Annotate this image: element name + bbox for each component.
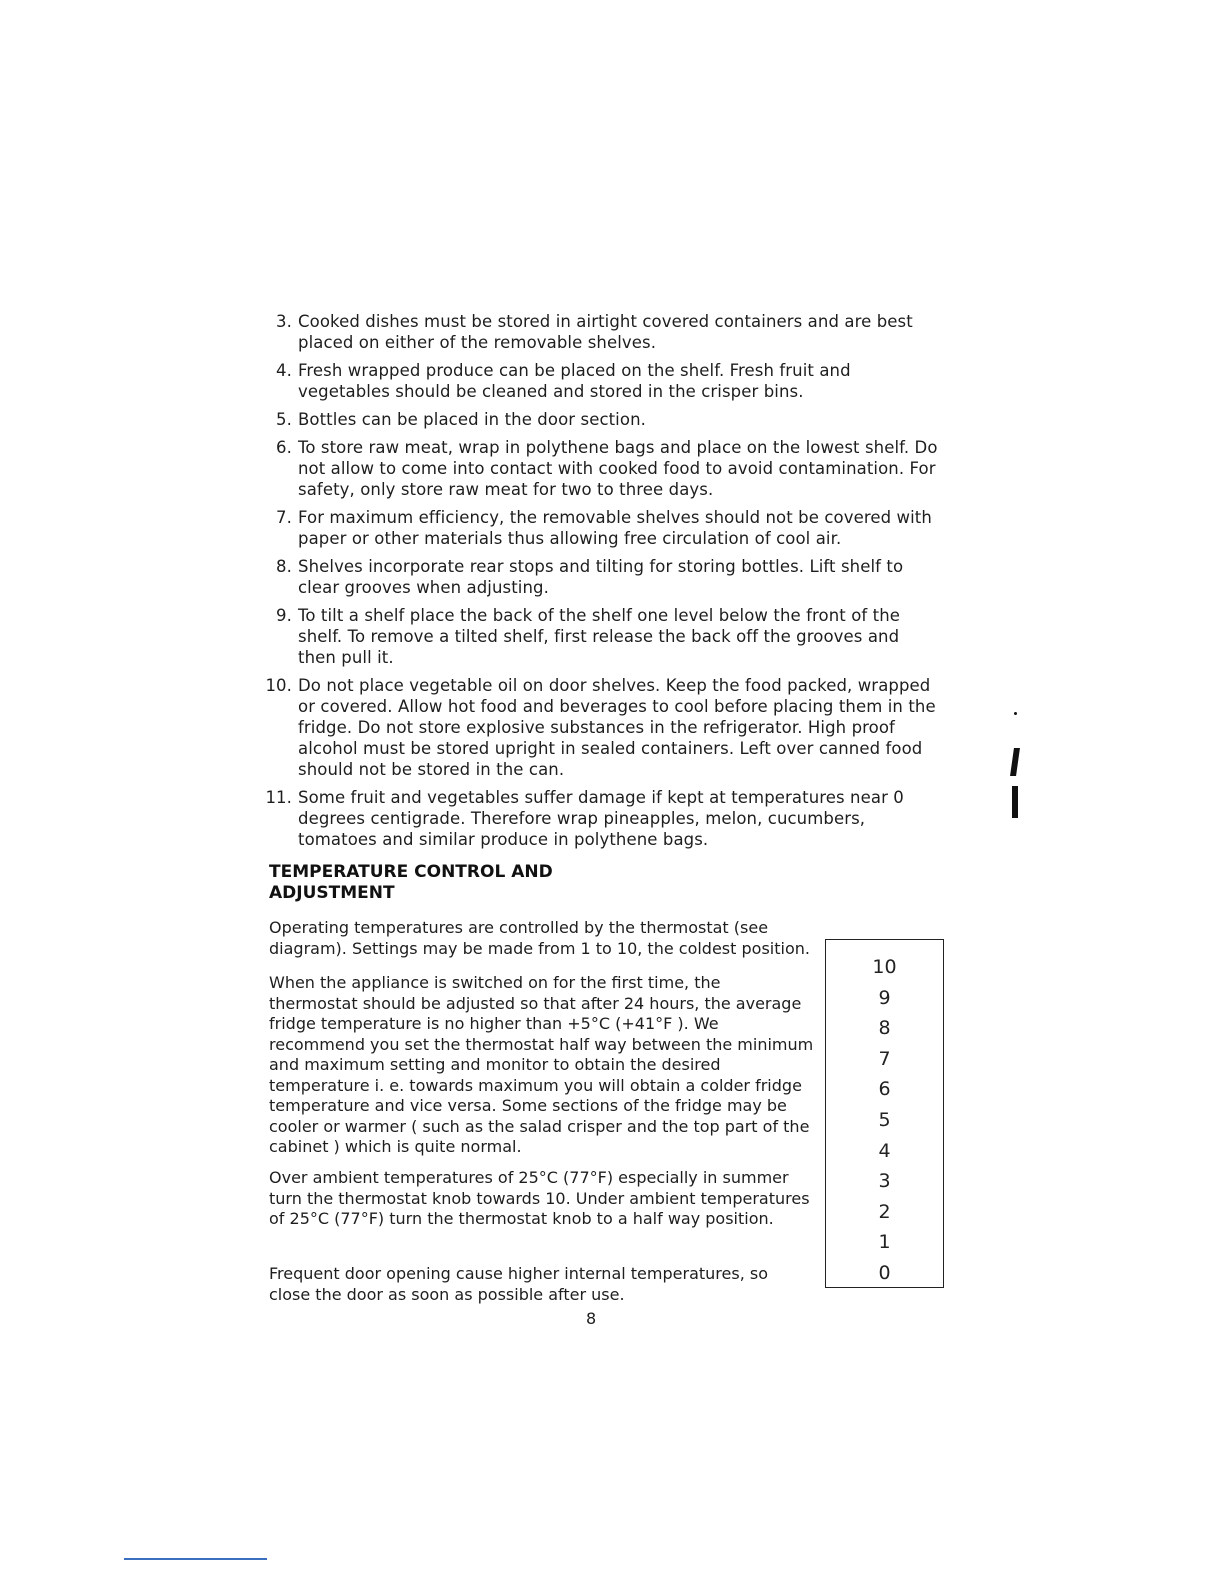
dial-setting: 2 <box>878 1200 891 1223</box>
item-number: 5. <box>276 410 292 429</box>
list-item <box>258 311 938 353</box>
dial-setting: 7 <box>878 1047 891 1070</box>
list-item <box>258 409 938 430</box>
thermostat-diagram <box>825 939 944 1288</box>
footer-rule <box>124 1558 267 1560</box>
heading-line-1: TEMPERATURE CONTROL AND <box>269 862 553 882</box>
scan-mark <box>1012 786 1018 818</box>
dial-setting: 8 <box>878 1017 891 1040</box>
paragraph-door-opening: Frequent door opening cause higher internal temperatures, so close the door as soon as possible after use. <box>269 1264 768 1304</box>
item-number: 6. <box>276 438 292 457</box>
dial-setting: 6 <box>878 1078 891 1101</box>
item-number: 4. <box>276 361 292 380</box>
item-number: 7. <box>276 508 292 527</box>
dial-setting: 10 <box>872 956 897 978</box>
list-item <box>258 507 938 549</box>
item-text: Some fruit and vegetables suffer damage if kept at temperatures near 0 degrees centigrade. Therefore wrap pineapples, melon, cucumbers, tomatoes and similar produce in polythene bags. <box>298 788 904 849</box>
scan-mark <box>1010 748 1020 776</box>
list-item <box>258 605 938 668</box>
item-text: Bottles can be placed in the door section. <box>298 410 646 429</box>
item-text: To store raw meat, wrap in polythene bags and place on the lowest shelf. Do not allow to come into contact with cooked food to avoid contamination. For safety, only store raw meat for two to three days. <box>298 438 938 499</box>
heading-line-2: ADJUSTMENT <box>269 883 395 903</box>
list-item <box>258 675 938 780</box>
item-text: Cooked dishes must be stored in airtight covered containers and are best placed on either of the removable shelves. <box>298 312 913 352</box>
dial-setting: 9 <box>878 986 891 1009</box>
list-item <box>258 556 938 598</box>
item-text: To tilt a shelf place the back of the shelf one level below the front of the shelf. To remove a tilted shelf, first release the back off the grooves and then pull it. <box>298 606 901 667</box>
item-text: For maximum efficiency, the removable shelves should not be covered with paper or other materials thus allowing free circulation of cool air. <box>298 508 932 548</box>
dial-setting: 3 <box>878 1170 891 1193</box>
item-number: 10. <box>265 676 292 695</box>
paragraph-first-use: When the appliance is switched on for the first time, the thermostat should be adjusted so that after 24 hours, the average fridge temperature is no higher than +5°C (+41°F ). We recommend you set the thermostat half way between the minimum and maximum setting and monitor to obtain the desired temperature i. e. towards maximum you will obtain a colder fridge temperature and vice versa. Some sections of the fridge may be cooler or warmer ( such as the salad crisper and the top part of the cabinet ) which is quite normal. <box>269 973 814 1156</box>
scan-mark <box>1014 712 1017 715</box>
thermostat-scale <box>826 952 943 1289</box>
list-item <box>258 787 938 850</box>
section-heading <box>269 862 553 904</box>
item-text: Fresh wrapped produce can be placed on the shelf. Fresh fruit and vegetables should be cleaned and stored in the crisper bins. <box>298 361 851 401</box>
paragraph-ambient: Over ambient temperatures of 25°C (77°F) especially in summer turn the thermostat knob towards 10. Under ambient temperatures of 25°C (77°F) turn the thermostat knob to a half way position. <box>269 1168 810 1228</box>
dial-setting: 4 <box>878 1139 891 1162</box>
item-number: 11. <box>265 788 292 807</box>
page-number: 8 <box>586 1309 597 1328</box>
item-number: 8. <box>276 557 292 576</box>
paragraph-thermostat-intro: Operating temperatures are controlled by the thermostat (see diagram). Settings may be made from 1 to 10, the coldest position. <box>269 918 810 958</box>
dial-setting: 0 <box>878 1261 891 1284</box>
item-text: Do not place vegetable oil on door shelves. Keep the food packed, wrapped or covered. Allow hot food and beverages to cool before placing them in the fridge. Do not store explosive substances in the refrigerator. High proof alcohol must be stored upright in sealed containers. Left over canned food should not be stored in the can. <box>298 676 936 779</box>
item-text: Shelves incorporate rear stops and tilting for storing bottles. Lift shelf to clear grooves when adjusting. <box>298 557 904 597</box>
dial-setting: 5 <box>878 1108 891 1131</box>
storage-instructions-list <box>258 311 938 857</box>
dial-setting: 1 <box>878 1231 891 1254</box>
list-item <box>258 360 938 402</box>
list-item <box>258 437 938 500</box>
item-number: 3. <box>276 312 292 331</box>
item-number: 9. <box>276 606 292 625</box>
